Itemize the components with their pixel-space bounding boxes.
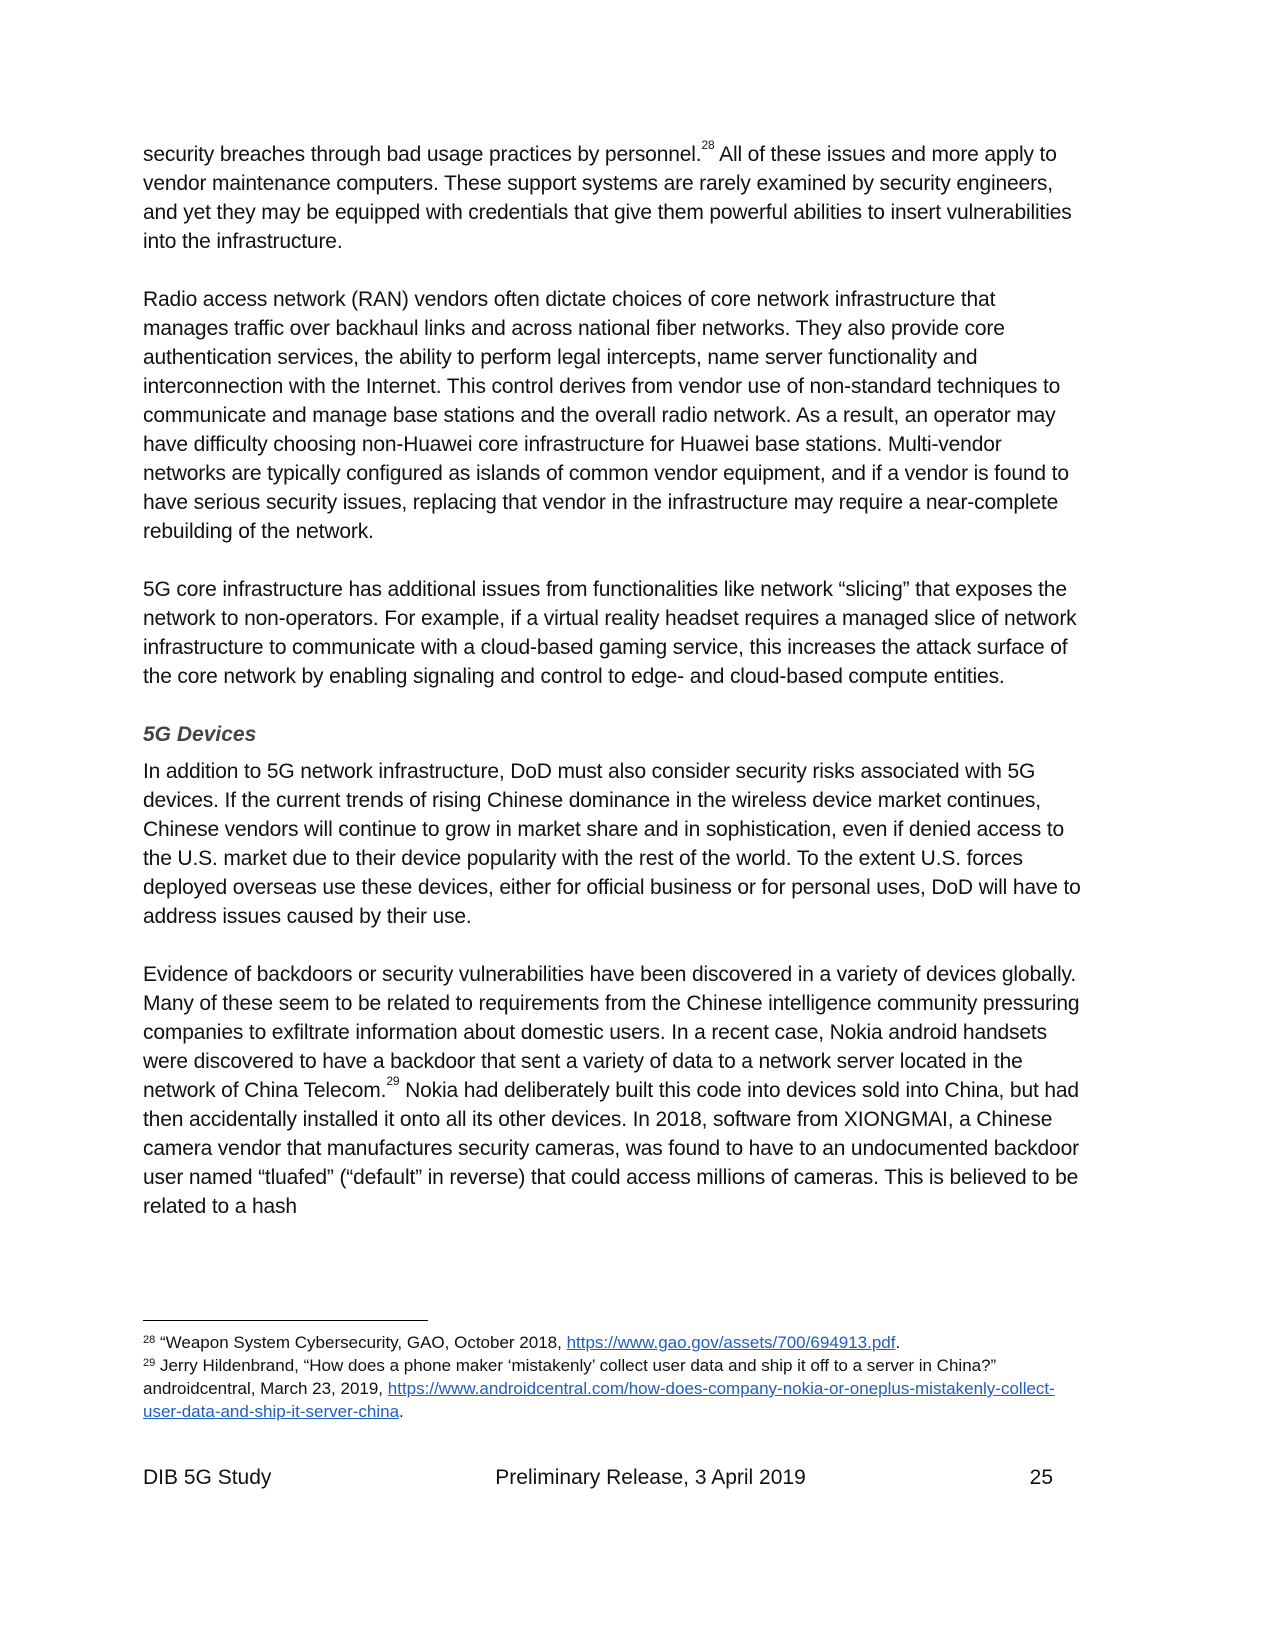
paragraph-text: security breaches through bad usage practices by personnel. — [143, 143, 702, 166]
footnotes — [143, 1320, 1083, 1423]
paragraph-text: Nokia had deliberately built this code into devices sold into China, but had then accidentally installed it onto all its other devices. In 2018, software from XIONGMAI, a Chinese camera vendor that manufactures security cameras, was found to have to an undocumented backdoor user named “tluafed” (“default” in reverse) that could access millions of cameras. This is believed to be related to a hash — [143, 1079, 1079, 1218]
section-heading-5g-devices: 5G Devices — [143, 723, 257, 746]
footnote-end: . — [895, 1333, 901, 1352]
paragraph-ran-vendors: Radio access network (RAN) vendors often dictate choices of core network infrastructure that manages traffic over backhaul links and across national fiber networks. They also provide core authentication services, the ability to perform legal intercepts, name server functionality and interconnection with the Internet. This control derives from vendor use of non-standard techniques to communicate and manage base stations and the overall radio network. As a result, an operator may have difficulty choosing non-Huawei core infrastructure for Huawei base stations. Multi-vendor networks are typically configured as islands of common vendor equipment, and if a vendor is found to have serious security issues, replacing that vendor in the infrastructure may require a near-complete rebuilding of the network. — [143, 288, 1069, 543]
paragraph-5g-devices: In addition to 5G network infrastructure, DoD must also consider security risks associated with 5G devices. If the current trends of rising Chinese dominance in the wireless device market continues, Chinese vendors will continue to grow in market share and in sophistication, even if denied access to the U.S. market due to their device popularity with the rest of the world. To the extent U.S. forces deployed overseas use these devices, either for official business or for personal uses, DoD will have to address issues caused by their use. — [143, 760, 1081, 928]
footnote-ref-29[interactable]: 29 — [386, 1074, 400, 1088]
footnote-28 — [143, 1331, 1083, 1354]
footnote-text: “Weapon System Cybersecurity, GAO, October 2018, — [155, 1333, 567, 1352]
footer-page-number: 25 — [1029, 1466, 1053, 1489]
paragraph-vendor-maintenance — [143, 140, 1083, 256]
page-body — [143, 140, 1083, 1221]
paragraph-backdoors — [143, 960, 1083, 1221]
footnote-link-gao[interactable]: https://www.gao.gov/assets/700/694913.pdf — [566, 1333, 896, 1352]
footnote-29 — [143, 1354, 1083, 1423]
footnote-link-androidcentral[interactable]: https://www.androidcentral.com/how-does-company-nokia-or-oneplus-mistakenly-collect-user-data-and-ship-it-server-china — [143, 1379, 1055, 1421]
paragraph-5g-core: 5G core infrastructure has additional issues from functionalities like network “slicing” that exposes the network to non-operators. For example, if a virtual reality headset requires a managed slice of network infrastructure to communicate with a cloud-based gaming service, this increases the attack surface of the core network by enabling signaling and control to edge- and cloud-based compute entities. — [143, 578, 1077, 688]
footnote-ref-28[interactable]: 28 — [701, 138, 715, 152]
paragraph-text: Evidence of backdoors or security vulnerabilities have been discovered in a variety of devices globally. Many of these seem to be related to requirements from the Chinese intelligence community pressuring companies to exfiltrate information about domestic users. In a recent case, Nokia android handsets were discovered to have a backdoor that sent a variety of data to a network server located in the network of China Telecom. — [143, 963, 1080, 1102]
footnote-number: 28 — [143, 1334, 156, 1346]
footnote-divider — [143, 1320, 428, 1321]
page-footer — [143, 1466, 1053, 1490]
footer-document-title: DIB 5G Study — [143, 1466, 272, 1489]
paragraph-text: All of these issues and more apply to vendor maintenance computers. These support systems are rarely examined by security engineers, and yet they may be equipped with credentials that give them powerful abilities to insert vulnerabilities into the infrastructure. — [143, 143, 1072, 253]
footer-release-date: Preliminary Release, 3 April 2019 — [495, 1466, 806, 1489]
footnote-number: 29 — [143, 1357, 156, 1369]
footnote-text: Jerry Hildenbrand, “How does a phone maker ‘mistakenly’ collect user data and ship it off to a server in China?” androidcentral, March 23, 2019, — [143, 1356, 997, 1398]
footnote-end: . — [399, 1402, 404, 1421]
